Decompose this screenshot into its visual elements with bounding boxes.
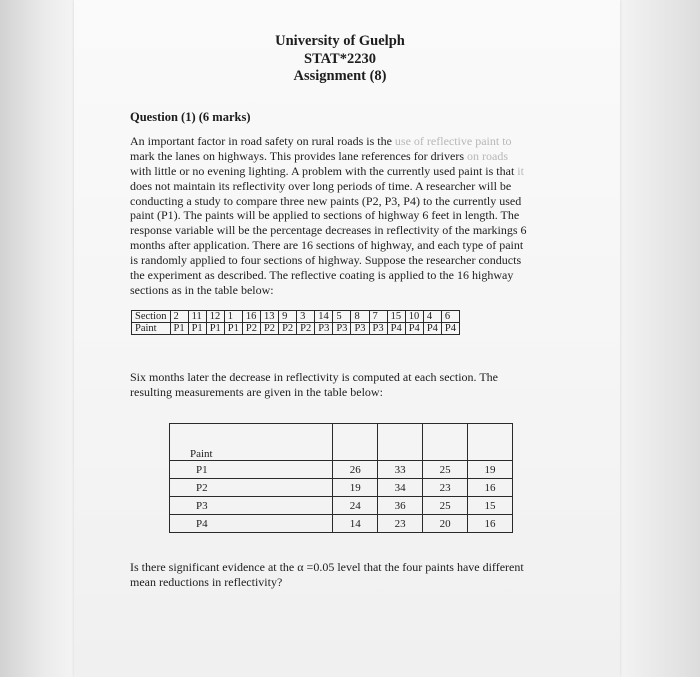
value-cell: 16: [468, 479, 513, 497]
value-cell: 14: [333, 515, 378, 533]
value-cell: 34: [378, 479, 423, 497]
paint-cell: P4: [405, 323, 423, 335]
paint-cell: P3: [369, 323, 387, 335]
text-segment: An important factor in road safety on rural roads is the: [130, 134, 395, 148]
row-label: Section: [132, 311, 171, 323]
text-line: [130, 283, 542, 298]
table-row: [170, 461, 513, 479]
section-cell: 3: [297, 311, 315, 323]
value-cell: 33: [378, 461, 423, 479]
value-cell: 24: [333, 497, 378, 515]
section-cell: 5: [333, 311, 351, 323]
section-cell: 13: [260, 311, 278, 323]
value-cell: 26: [333, 461, 378, 479]
text-segment: mark the lanes on highways. This provides lane references for drivers: [130, 148, 468, 163]
paint-cell: P3: [315, 323, 333, 335]
text-line: [130, 194, 542, 209]
question-description: [130, 134, 542, 298]
row-label: Paint: [132, 323, 171, 335]
paint-cell: P2: [297, 323, 315, 335]
paint-label: P1: [170, 461, 333, 479]
value-cell: 15: [468, 497, 513, 515]
section-cell: 1: [224, 311, 242, 323]
value-cell: 25: [423, 497, 468, 515]
section-cell: 14: [315, 311, 333, 323]
course-code: STAT*2230: [304, 50, 376, 67]
table-row: [170, 515, 513, 533]
paint-label: P3: [170, 497, 333, 515]
text-segment: is randomly applied to four sections of highway. Suppose the researcher conducts: [130, 253, 522, 268]
text-line: [130, 134, 542, 149]
paint-cell: P1: [224, 323, 242, 335]
background-right-shadow: [620, 0, 700, 677]
paint-label: P2: [170, 479, 333, 497]
text-segment: the experiment as described. The reflective coating is applied to the 16 highway: [130, 268, 514, 283]
text-line: [130, 149, 542, 164]
paint-header: Paint: [170, 424, 333, 461]
section-cell: 12: [206, 311, 224, 323]
text-line: Six months later the decrease in reflectivity is computed at each section. The: [130, 370, 498, 384]
text-segment: sections as in the table below:: [130, 282, 274, 297]
paint-cell: P1: [188, 323, 206, 335]
section-cell: 9: [279, 311, 297, 323]
text-line: [130, 238, 542, 253]
assignment-title: Assignment (8): [293, 68, 387, 84]
text-line: [130, 253, 542, 268]
text-line: [130, 179, 542, 194]
results-table: [169, 423, 513, 533]
paint-cell: P4: [387, 323, 405, 335]
value-cell: 23: [423, 479, 468, 497]
empty-header-cell: [468, 424, 513, 461]
value-cell: 23: [378, 515, 423, 533]
value-cell: 25: [423, 461, 468, 479]
value-cell: 20: [423, 515, 468, 533]
section-cell: 6: [441, 311, 459, 323]
table-row: [170, 479, 513, 497]
background-left-shadow: [0, 0, 74, 677]
text-line: Is there significant evidence at the α =0.05 level that the four paints have different: [130, 560, 524, 574]
text-segment: response variable will be the percentage decreases in reflectivity of the markings 6: [130, 223, 527, 238]
question-prompt: [130, 560, 542, 590]
question-title: Question (1) (6 marks): [130, 110, 251, 124]
paint-cell: P4: [441, 323, 459, 335]
section-cell: 10: [405, 311, 423, 323]
faded-text-segment: on roads: [467, 148, 509, 163]
header-row: [170, 424, 513, 461]
text-segment: conducting a study to compare three new paints (P2, P3, P4) to the currently used: [130, 193, 522, 208]
value-cell: 36: [378, 497, 423, 515]
university-title: University of Guelph: [275, 33, 405, 49]
section-cell: 16: [242, 311, 260, 323]
text-line: [130, 208, 542, 223]
paint-cell: P2: [242, 323, 260, 335]
text-line: [130, 164, 542, 179]
value-cell: 16: [468, 515, 513, 533]
section-cell: 7: [369, 311, 387, 323]
table-row: [170, 497, 513, 515]
paint-row: [132, 323, 460, 335]
faded-text-segment: use of reflective paint to: [394, 134, 512, 148]
text-segment: months after application. There are 16 sections of highway, and each type of paint: [130, 238, 524, 253]
text-line: [130, 223, 542, 238]
faded-text-segment: it: [517, 163, 524, 178]
section-cell: 11: [188, 311, 206, 323]
empty-header-cell: [333, 424, 378, 461]
paint-cell: P3: [351, 323, 369, 335]
section-assignment-table: [131, 310, 460, 335]
section-cell: 15: [387, 311, 405, 323]
paint-label: P4: [170, 515, 333, 533]
section-cell: 2: [170, 311, 188, 323]
empty-header-cell: [423, 424, 468, 461]
section-cell: 4: [423, 311, 441, 323]
measurement-intro: [130, 370, 542, 400]
text-segment: does not maintain its reflectivity over long periods of time. A researcher will be: [130, 178, 512, 193]
paint-cell: P1: [170, 323, 188, 335]
text-line: resulting measurements are given in the table below:: [130, 384, 383, 399]
paint-cell: P2: [279, 323, 297, 335]
section-row: [132, 311, 460, 323]
document-header: [140, 33, 540, 86]
paint-cell: P1: [206, 323, 224, 335]
text-line: [130, 268, 542, 283]
text-segment: paint (P1). The paints will be applied to sections of highway 6 feet in length. The: [130, 208, 520, 223]
value-cell: 19: [333, 479, 378, 497]
paint-cell: P3: [333, 323, 351, 335]
paint-cell: P4: [423, 323, 441, 335]
section-cell: 8: [351, 311, 369, 323]
empty-header-cell: [378, 424, 423, 461]
value-cell: 19: [468, 461, 513, 479]
text-segment: with little or no evening lighting. A problem with the currently used paint is that: [130, 163, 518, 178]
text-line: mean reductions in reflectivity?: [130, 574, 283, 589]
paint-cell: P2: [260, 323, 278, 335]
